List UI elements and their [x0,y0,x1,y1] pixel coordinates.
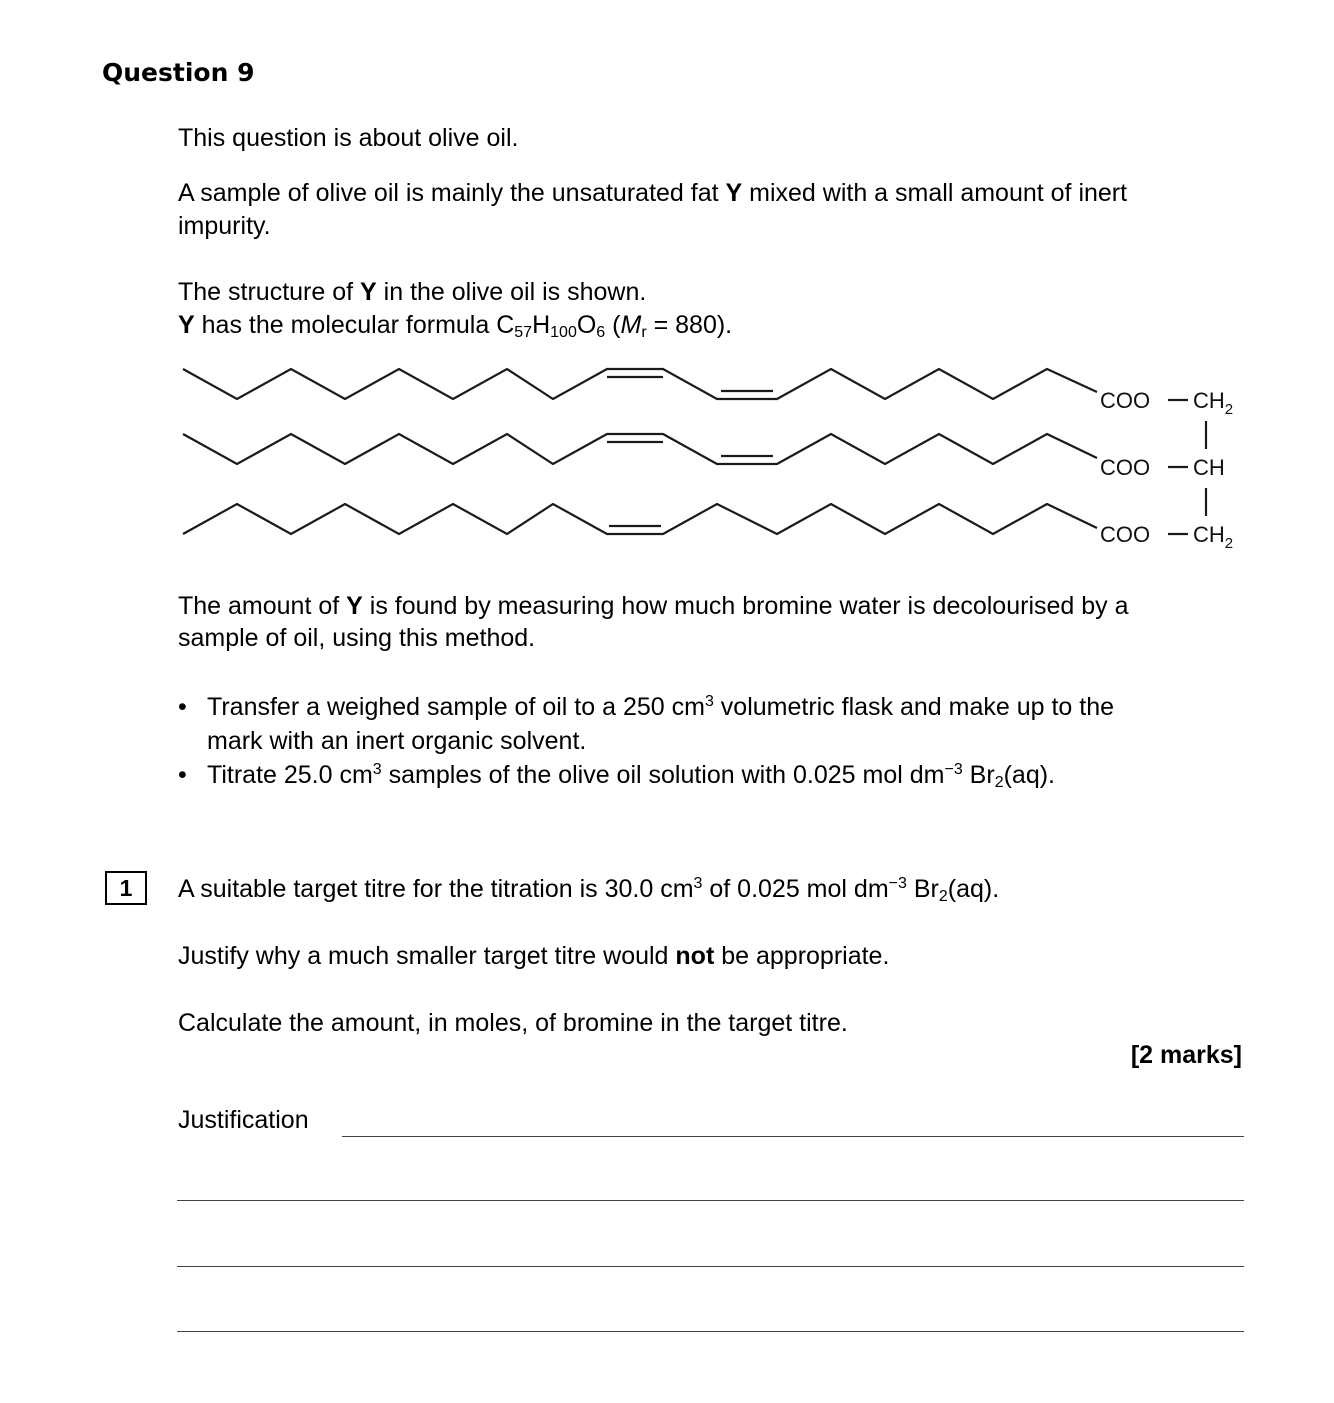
fatty-acid-chain-2 [183,434,1097,464]
ester-label-2: COO [1100,455,1151,480]
fatty-acid-chain-1 [183,369,1097,399]
sample-text-line2: impurity. [178,212,271,240]
calculate-instruction: Calculate the amount, in moles, of bromine in the target titre. [178,1009,848,1037]
part-number-box: 1 [105,871,147,905]
method-text-line1: The amount of Y is found by measuring how much bromine water is decolourised by a [178,592,1129,620]
method-steps [178,690,1258,792]
ch2-label-top: $CH_2$ [1193,388,1234,418]
part-stem: A suitable target titre for the titration is 30.0 $cm^3$ of 0.025 mol $dm^{-3}$ $Br_2(aq)$. [178,875,1000,905]
justification-label: Justification [178,1106,309,1134]
triglyceride-structure [0,0,1334,560]
sample-text-line1: A sample of olive oil is mainly the unsaturated fat Y mixed with a small amount of inert [178,179,1128,207]
justify-instruction: Justify why a much smaller target titre would not be appropriate. [178,942,890,970]
ch2-label-bottom: $CH_2$ [1193,522,1234,552]
answer-line-2[interactable] [177,1200,1244,1201]
marks-label: [2 marks] [1130,1041,1242,1069]
intro-text: This question is about olive oil. [178,124,519,152]
answer-line-3[interactable] [177,1266,1244,1267]
structure-text-line1: The structure of Y in the olive oil is shown. [178,278,647,306]
ester-label-3: COO [1100,522,1151,547]
fatty-acid-chain-3 [183,504,1097,534]
method-step-2: • Titrate 25.0 $cm^3$ samples of the olive oil solution with 0.025 mol $dm^{-3}$ $Br_2(aq)$. [178,761,1055,791]
answer-line-1[interactable] [342,1136,1244,1137]
structure-text-line2: Y has the molecular formula $C_{57}H_{100}O_6$ $(M_r = 880)$. [178,311,733,341]
ester-label-1: COO [1100,388,1151,413]
answer-line-4[interactable] [177,1331,1244,1332]
question-title: Question 9 [102,58,255,87]
ch-label: CH [1193,455,1225,480]
method-text-line2: sample of oil, using this method. [178,624,536,652]
method-step-1: • Transfer a weighed sample of oil to a 250 $cm^3$ volumetric flask and make up to the mark with an inert organic solvent. [178,693,1115,755]
